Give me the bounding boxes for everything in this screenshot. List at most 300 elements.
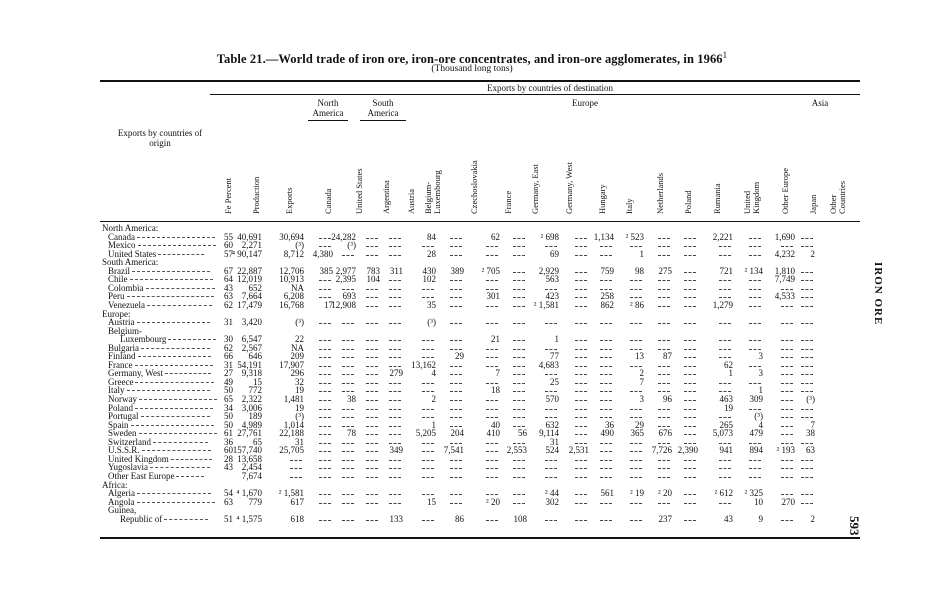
column-header-0: Fe Percent — [223, 177, 233, 214]
table-cell: 4 — [758, 419, 763, 430]
row-label: Sweden — [108, 428, 217, 438]
row-label: Luxembourg — [120, 334, 216, 344]
empty-dash — [389, 417, 401, 418]
table-cell: 63 — [806, 445, 815, 456]
empty-dash — [630, 477, 642, 478]
empty-dash — [486, 289, 498, 290]
leader-dots — [164, 519, 207, 520]
empty-dash — [801, 323, 813, 324]
table-cell: ⁴ 1,575 — [236, 513, 262, 524]
empty-dash — [450, 374, 462, 375]
empty-dash — [366, 494, 378, 495]
empty-dash — [450, 238, 462, 239]
row-label: United States — [108, 249, 204, 259]
empty-dash — [719, 460, 731, 461]
empty-dash — [630, 323, 642, 324]
row-label: Switzerland — [108, 437, 208, 447]
leader-dots — [139, 433, 217, 434]
empty-dash — [486, 357, 498, 358]
empty-dash — [513, 246, 525, 247]
table-cell: 60 — [224, 240, 233, 251]
empty-dash — [684, 255, 696, 256]
table-cell: 133 — [389, 513, 403, 524]
table-cell: 17,479 — [237, 299, 262, 310]
empty-dash — [450, 280, 462, 281]
empty-dash — [319, 468, 331, 469]
empty-dash — [575, 409, 587, 410]
empty-dash — [630, 349, 642, 350]
empty-dash — [684, 280, 696, 281]
table-cell: 189 — [248, 411, 262, 422]
table-cell: 21 — [491, 334, 500, 345]
table-cell: 6,547 — [241, 334, 262, 345]
table-cell: 55 — [224, 231, 233, 242]
empty-dash — [749, 280, 761, 281]
empty-dash — [486, 400, 498, 401]
empty-dash — [342, 357, 354, 358]
empty-dash — [719, 417, 731, 418]
empty-dash — [342, 349, 354, 350]
table-cell: 22,188 — [279, 428, 304, 439]
row-label: Republic of — [120, 514, 208, 524]
empty-dash — [719, 391, 731, 392]
empty-dash — [450, 297, 462, 298]
empty-dash — [389, 349, 401, 350]
empty-dash — [801, 503, 813, 504]
empty-dash — [342, 391, 354, 392]
empty-dash — [600, 460, 612, 461]
table-cell: 51 — [224, 513, 233, 524]
table-cell: 2,395 — [335, 274, 356, 285]
leader-dots — [146, 288, 215, 289]
table-cell: 4,533 — [774, 291, 795, 302]
empty-dash — [658, 477, 670, 478]
row-label: Finland — [108, 351, 211, 361]
empty-dash — [575, 443, 587, 444]
empty-dash — [684, 383, 696, 384]
column-header-9: France — [503, 190, 513, 214]
empty-dash — [513, 503, 525, 504]
empty-dash — [658, 340, 670, 341]
table-cell: 50 — [224, 385, 233, 396]
empty-dash — [749, 349, 761, 350]
empty-dash — [486, 417, 498, 418]
empty-dash — [422, 246, 434, 247]
empty-dash — [319, 238, 331, 239]
empty-dash — [389, 409, 401, 410]
empty-dash — [801, 417, 813, 418]
table-cell: 237 — [658, 513, 672, 524]
empty-dash — [342, 289, 354, 290]
table-cell: 32 — [295, 376, 304, 387]
empty-dash — [366, 520, 378, 521]
empty-dash — [658, 297, 670, 298]
leader-dots — [135, 408, 213, 409]
table-cell: 1 — [431, 419, 436, 430]
table-cell: 4,232 — [774, 248, 795, 259]
empty-dash — [319, 460, 331, 461]
group-south-america: South America — [367, 98, 399, 118]
group-asia: Asia — [811, 98, 829, 108]
leader-dots — [135, 382, 213, 383]
empty-dash — [719, 443, 731, 444]
empty-dash — [319, 357, 331, 358]
table-cell: 1 — [758, 385, 763, 396]
empty-dash — [684, 494, 696, 495]
empty-dash — [450, 468, 462, 469]
leader-dots — [139, 399, 217, 400]
table-cell: 275 — [658, 265, 672, 276]
row-label: Chile — [108, 274, 213, 284]
table-cell: 490 — [600, 428, 614, 439]
table-cell: 18 — [491, 385, 500, 396]
table-cell: 65 — [253, 436, 262, 447]
empty-dash — [450, 503, 462, 504]
empty-dash — [575, 349, 587, 350]
table-cell: ² 86 — [630, 299, 644, 310]
group-europe: Europe — [572, 98, 598, 108]
empty-dash — [781, 468, 793, 469]
empty-dash — [575, 340, 587, 341]
title-footnote: 1 — [722, 50, 728, 60]
empty-dash — [684, 503, 696, 504]
table-cell: 2 — [639, 368, 644, 379]
empty-dash — [749, 366, 761, 367]
empty-dash — [513, 340, 525, 341]
table-cell: 96 — [663, 394, 672, 404]
row-label: U.S.S.R. — [108, 445, 211, 455]
empty-dash — [342, 323, 354, 324]
empty-dash — [658, 426, 670, 427]
table-cell: 10,913 — [279, 274, 304, 285]
row-label: United Kingdom — [108, 454, 212, 464]
empty-dash — [422, 417, 434, 418]
empty-dash — [719, 289, 731, 290]
table-cell: 7 — [810, 419, 815, 430]
empty-dash — [658, 443, 670, 444]
empty-dash — [684, 460, 696, 461]
empty-dash — [366, 426, 378, 427]
empty-dash — [366, 366, 378, 367]
empty-dash — [600, 417, 612, 418]
row-label: Germany, West — [108, 368, 211, 378]
table-cell: 617 — [290, 496, 304, 507]
empty-dash — [684, 400, 696, 401]
table-cell: 862 — [600, 299, 614, 310]
table-cell: 2,977 — [335, 265, 356, 276]
empty-dash — [749, 246, 761, 247]
empty-dash — [513, 272, 525, 273]
empty-dash — [366, 409, 378, 410]
empty-dash — [719, 477, 731, 478]
table-cell: 43 — [224, 282, 233, 293]
empty-dash — [545, 349, 557, 350]
empty-dash — [450, 409, 462, 410]
empty-dash — [422, 297, 434, 298]
empty-dash — [389, 434, 401, 435]
table-cell: 570 — [545, 394, 559, 404]
empty-dash — [513, 323, 525, 324]
empty-dash — [801, 443, 813, 444]
table-cell: 49 — [224, 376, 233, 387]
table-cell: (³) — [347, 240, 356, 251]
table-cell: 12,908 — [331, 299, 356, 310]
running-title: IRON ORE — [872, 262, 884, 326]
empty-dash — [366, 349, 378, 350]
row-label: Angola — [108, 497, 215, 507]
table-cell: 19 — [295, 385, 304, 396]
table-cell: 31 — [295, 436, 304, 447]
empty-dash — [366, 246, 378, 247]
empty-dash — [684, 323, 696, 324]
table-cell: 69 — [550, 248, 559, 259]
table-cell: 40 — [491, 419, 500, 430]
empty-dash — [545, 323, 557, 324]
table-cell: 7 — [639, 376, 644, 387]
empty-dash — [719, 349, 731, 350]
leader-dots — [158, 254, 204, 255]
empty-dash — [630, 443, 642, 444]
empty-dash — [575, 468, 587, 469]
table-cell: 78 — [347, 428, 356, 439]
empty-dash — [513, 280, 525, 281]
table-cell: 349 — [389, 445, 403, 456]
empty-dash — [781, 494, 793, 495]
leader-dots — [150, 467, 210, 468]
empty-dash — [600, 443, 612, 444]
empty-dash — [749, 383, 761, 384]
top-rule — [100, 80, 860, 82]
header-bottom-rule — [100, 221, 860, 222]
empty-dash — [513, 391, 525, 392]
table-cell: 35 — [427, 299, 436, 310]
empty-dash — [366, 238, 378, 239]
empty-dash — [389, 238, 401, 239]
empty-dash — [575, 306, 587, 307]
empty-dash — [422, 383, 434, 384]
table-cell: 24,282 — [331, 231, 356, 242]
empty-dash — [781, 357, 793, 358]
table-cell: ² 44 — [545, 488, 559, 499]
empty-dash — [575, 366, 587, 367]
table-cell: 43 — [224, 462, 233, 473]
empty-dash — [749, 340, 761, 341]
table-cell: 19 — [295, 402, 304, 413]
empty-dash — [366, 417, 378, 418]
table-cell: 7,749 — [774, 274, 795, 285]
row-label: Other East Europe — [108, 471, 204, 481]
empty-dash — [719, 468, 731, 469]
empty-dash — [781, 383, 793, 384]
empty-dash — [658, 280, 670, 281]
empty-dash — [389, 306, 401, 307]
table-cell: NA — [291, 342, 304, 353]
table-cell: 676 — [658, 428, 672, 439]
table-cell: 2,567 — [241, 342, 262, 353]
table-cell: 8,712 — [283, 248, 304, 259]
column-header-11: Germany, West — [564, 162, 574, 214]
empty-dash — [290, 460, 302, 461]
table-cell: 13,658 — [237, 453, 262, 464]
table-cell: 3 — [758, 351, 763, 362]
empty-dash — [749, 443, 761, 444]
table-cell: 423 — [545, 291, 559, 302]
empty-dash — [450, 255, 462, 256]
leader-dots — [138, 245, 216, 246]
empty-dash — [684, 306, 696, 307]
empty-dash — [545, 391, 557, 392]
table-cell: 779 — [248, 496, 262, 507]
empty-dash — [575, 503, 587, 504]
empty-dash — [575, 374, 587, 375]
empty-dash — [575, 289, 587, 290]
empty-dash — [801, 289, 813, 290]
table-cell: 759 — [600, 265, 614, 276]
empty-dash — [389, 366, 401, 367]
table-cell: 31 — [224, 317, 233, 328]
empty-dash — [781, 289, 793, 290]
empty-dash — [486, 468, 498, 469]
empty-dash — [319, 323, 331, 324]
table-cell: 67 — [224, 265, 233, 276]
table-cell: 36 — [605, 419, 614, 430]
stub-header: Exports by countries of origin — [117, 128, 203, 148]
empty-dash — [719, 297, 731, 298]
table-cell: 941 — [719, 445, 733, 456]
column-header-5: Argentina — [381, 180, 391, 214]
table-cell: 2,271 — [241, 240, 262, 251]
empty-dash — [801, 468, 813, 469]
table-cell: 1,279 — [712, 299, 733, 310]
table-cell: 463 — [719, 394, 733, 404]
table-cell: ⁴ 90,147 — [231, 248, 262, 259]
empty-dash — [749, 468, 761, 469]
row-label: Bulgaria — [108, 343, 210, 353]
empty-dash — [450, 306, 462, 307]
table-cell: ² 325 — [744, 488, 763, 499]
empty-dash — [719, 383, 731, 384]
empty-dash — [319, 374, 331, 375]
empty-dash — [389, 468, 401, 469]
column-header-13: Italy — [624, 198, 634, 214]
empty-dash — [630, 391, 642, 392]
empty-dash — [486, 409, 498, 410]
empty-dash — [684, 391, 696, 392]
empty-dash — [600, 255, 612, 256]
empty-dash — [684, 426, 696, 427]
table-cell: 13 — [635, 351, 644, 362]
empty-dash — [342, 417, 354, 418]
table-cell: 693 — [342, 291, 356, 302]
empty-dash — [319, 340, 331, 341]
empty-dash — [513, 400, 525, 401]
leader-dots — [141, 416, 210, 417]
section-label: Europe: — [102, 308, 131, 319]
table-cell: 296 — [290, 368, 304, 379]
empty-dash — [450, 246, 462, 247]
empty-dash — [781, 443, 793, 444]
empty-dash — [389, 340, 401, 341]
table-cell: 302 — [545, 496, 559, 507]
empty-dash — [658, 383, 670, 384]
table-cell: 62 — [224, 342, 233, 353]
empty-dash — [781, 323, 793, 324]
table-cell: 365 — [630, 428, 644, 439]
empty-dash — [781, 374, 793, 375]
empty-dash — [545, 417, 557, 418]
empty-dash — [684, 443, 696, 444]
empty-dash — [366, 443, 378, 444]
table-cell: 77 — [550, 351, 559, 362]
empty-dash — [513, 383, 525, 384]
row-label: Venezuela — [108, 300, 212, 310]
table-cell: 50 — [224, 411, 233, 422]
empty-dash — [422, 349, 434, 350]
table-cell: 27,761 — [237, 428, 262, 439]
empty-dash — [719, 280, 731, 281]
empty-dash — [801, 366, 813, 367]
empty-dash — [513, 468, 525, 469]
empty-dash — [781, 417, 793, 418]
row-label: Poland — [108, 403, 213, 413]
table-cell: 2,929 — [538, 265, 559, 276]
table-cell: 2,454 — [241, 462, 262, 473]
column-header-16: Rumania — [712, 183, 722, 214]
table-cell: ² 1,581 — [533, 299, 559, 310]
empty-dash — [545, 477, 557, 478]
empty-dash — [486, 477, 498, 478]
table-cell: 652 — [248, 282, 262, 293]
empty-dash — [450, 391, 462, 392]
empty-dash — [366, 383, 378, 384]
empty-dash — [513, 443, 525, 444]
table-cell: 13,162 — [411, 359, 436, 370]
empty-dash — [575, 400, 587, 401]
table-cell: 561 — [600, 488, 614, 499]
empty-dash — [342, 460, 354, 461]
empty-dash — [486, 323, 498, 324]
table-cell: 5,073 — [712, 428, 733, 439]
table-cell: 38 — [806, 428, 815, 439]
table-cell: 104 — [366, 274, 380, 285]
empty-dash — [422, 451, 434, 452]
table-cell: 31 — [550, 436, 559, 447]
empty-dash — [658, 255, 670, 256]
empty-dash — [684, 357, 696, 358]
table-cell: 4 — [431, 368, 436, 379]
leader-dots — [130, 279, 213, 280]
empty-dash — [630, 460, 642, 461]
section-label: South America: — [102, 257, 159, 268]
table-cell: 5,205 — [415, 428, 436, 439]
table-cell: 15 — [253, 376, 262, 387]
column-header-3: Canada — [323, 188, 333, 214]
empty-dash — [389, 460, 401, 461]
empty-dash — [801, 383, 813, 384]
empty-dash — [600, 340, 612, 341]
table-cell: 7,664 — [241, 291, 262, 302]
table-cell: 63 — [224, 496, 233, 507]
empty-dash — [319, 280, 331, 281]
table-cell: (³) — [295, 411, 304, 422]
empty-dash — [781, 391, 793, 392]
empty-dash — [342, 520, 354, 521]
column-header-10: Germany, East — [530, 164, 540, 214]
empty-dash — [684, 349, 696, 350]
table-cell: 9,318 — [241, 368, 262, 379]
empty-dash — [630, 246, 642, 247]
row-label: Colombia — [108, 283, 215, 293]
